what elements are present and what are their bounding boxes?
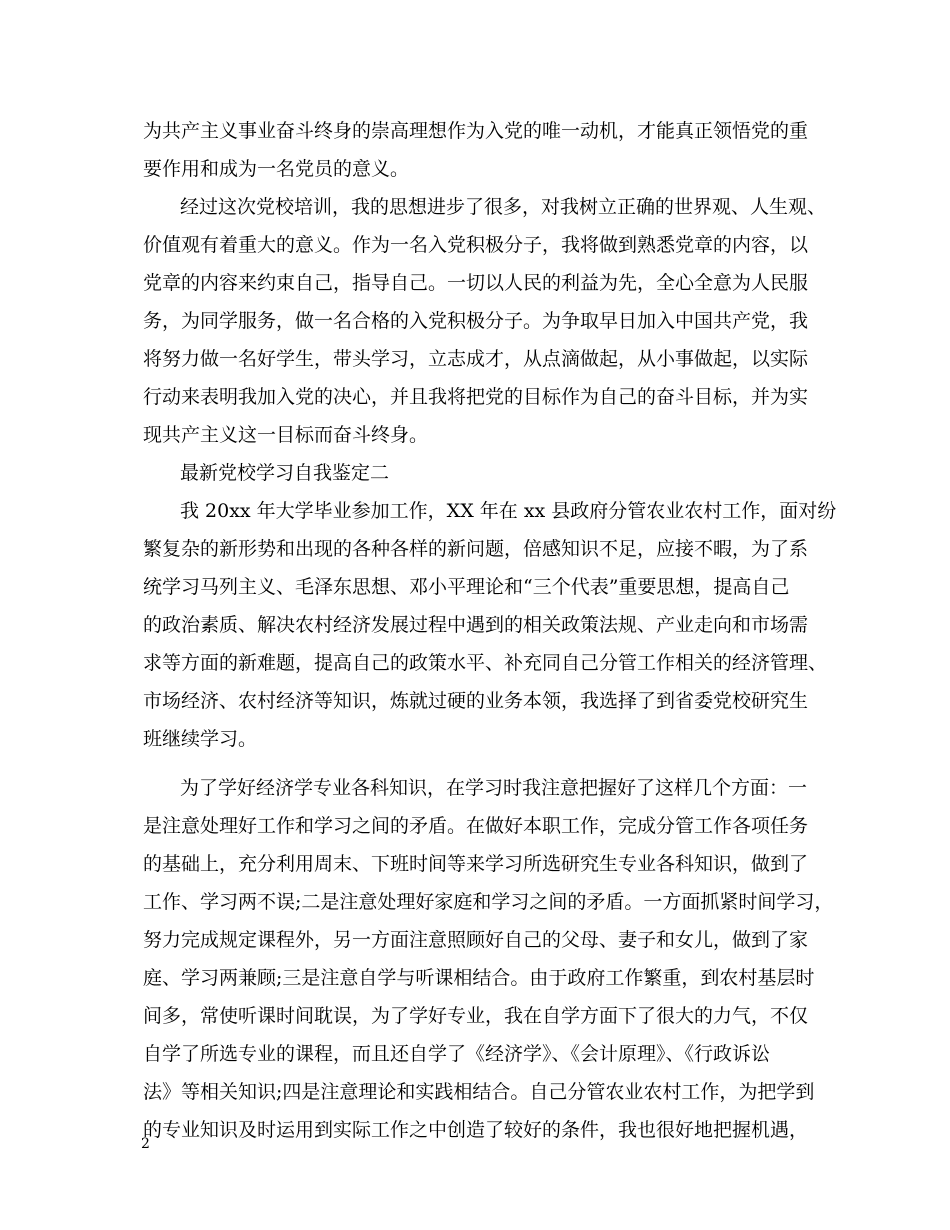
text-line: 党章的内容来约束自己，指导自己。一切以人民的利益为先，全心全意为人民服 (143, 272, 809, 294)
text-line: 我 20xx 年大学毕业参加工作，XX 年在 xx 县政府分管农业农村工作，面对纷 (180, 500, 837, 522)
section-heading: 最新党校学习自我鉴定二 (180, 462, 390, 484)
text-line: 统学习马列主义、毛泽东思想、邓小平理论和“三个代表”重要思想，提高自己 (143, 576, 790, 598)
text-line: 现共产主义这一目标而奋斗终身。 (143, 424, 429, 446)
text-line: 市场经济、农村经济等知识，炼就过硬的业务本领，我选择了到省委党校研究生 (143, 690, 809, 712)
text-line: 的基础上，充分利用周末、下班时间等来学习所选研究生专业各科知识，做到了 (143, 853, 809, 875)
text-line: 将努力做一名好学生，带头学习，立志成才，从点滴做起，从小事做起，以实际 (143, 348, 809, 370)
text-line: 要作用和成为一名党员的意义。 (143, 158, 410, 180)
text-line: 自学了所选专业的课程，而且还自学了《经济学》、《会计原理》、《行政诉讼 (143, 1043, 771, 1065)
text-line: 价值观有着重大的意义。作为一名入党积极分子，我将做到熟悉党章的内容，以 (143, 234, 809, 256)
text-line: 为了学好经济学专业各科知识，在学习时我注意把握好了这样几个方面：一 (180, 777, 808, 799)
text-line: 经过这次党校培训，我的思想进步了很多，对我树立正确的世界观、人生观、 (180, 196, 827, 218)
text-line: 的专业知识及时运用到实际工作之中创造了较好的条件，我也很好地把握机遇， (143, 1119, 809, 1141)
text-line: 庭、学习两兼顾;三是注意自学与听课相结合。由于政府工作繁重，到农村基层时 (143, 967, 815, 989)
text-line: 法》等相关知识;四是注意理论和实践相结合。自己分管农业农村工作，为把学到 (143, 1081, 815, 1103)
text-line: 求等方面的新难题，提高自己的政策水平、补充同自己分管工作相关的经济管理、 (143, 652, 828, 674)
text-line: 繁复杂的新形势和出现的各种各样的新问题，倍感知识不足，应接不暇，为了系 (143, 538, 809, 560)
page-number: 2 (141, 1136, 150, 1152)
text-line: 努力完成规定课程外，另一方面注意照顾好自己的父母、妻子和女儿，做到了家 (143, 929, 809, 951)
text-line: 工作、学习两不误;二是注意处理好家庭和学习之间的矛盾。一方面抓紧时间学习， (143, 891, 834, 913)
text-line: 的政治素质、解决农村经济发展过程中遇到的相关政策法规、产业走向和市场需 (143, 614, 809, 636)
text-line: 间多，常使听课时间耽误，为了学好专业，我在自学方面下了很大的力气，不仅 (143, 1005, 809, 1027)
text-line: 务，为同学服务，做一名合格的入党积极分子。为争取早日加入中国共产党，我 (143, 310, 809, 332)
text-line: 为共产主义事业奋斗终身的崇高理想作为入党的唯一动机，才能真正领悟党的重 (143, 120, 809, 142)
text-line: 班继续学习。 (143, 728, 258, 750)
text-line: 是注意处理好工作和学习之间的矛盾。在做好本职工作，完成分管工作各项任务 (143, 815, 809, 837)
text-line: 行动来表明我加入党的决心，并且我将把党的目标作为自己的奋斗目标，并为实 (143, 386, 809, 408)
